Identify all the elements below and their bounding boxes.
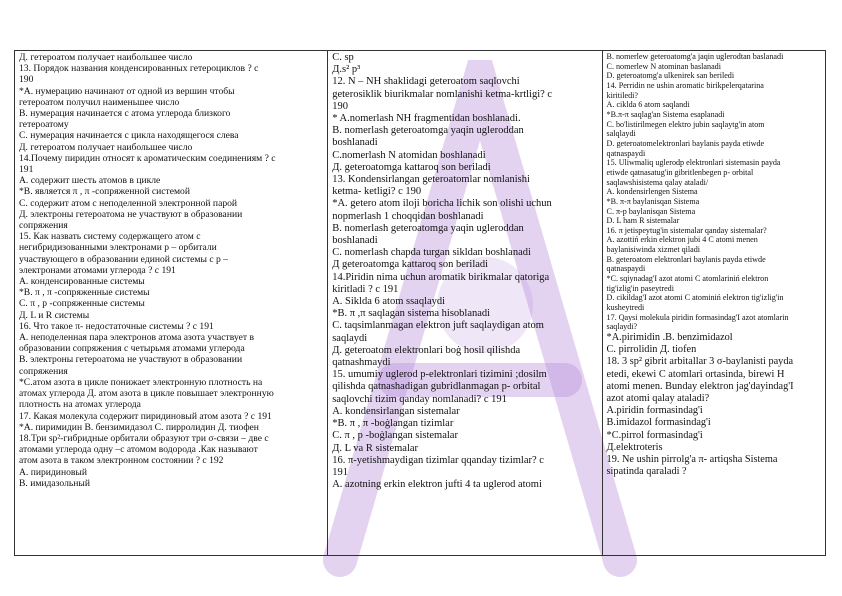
text-line: boshlanadi <box>332 137 378 149</box>
text-line: 17. Какая молекула содержит пиридиновый атом азота ? с 191 <box>19 410 272 422</box>
text-line: 18. 3 sp² gibrit arbitallar 3 σ-baylanisti payda <box>606 356 794 368</box>
text-line: образовании сопряжения с четырьмя атомами углерода <box>19 343 245 355</box>
text-line: А. содержит шесть атомов в цикле <box>19 175 161 187</box>
text-line: В. электроны гетероатома не участвуют в образовании <box>19 354 243 366</box>
text-line: B. nomerlash geteroatomga yaqin uglerоddan <box>332 222 524 234</box>
text-line: C. nomerlew N atominan baslanadi <box>606 61 721 71</box>
text-line: 18.Три sp²-гибридные орбитали образуют три σ-связи – две с <box>19 432 269 444</box>
text-line: С. нумерация начинается с цикла находящегося слева <box>19 130 239 142</box>
text-line: nopmerlash 1 choqqidan boshlanadi <box>332 210 484 222</box>
text-line: 15. Uliwmaliq uglerodp elektronlari sistemasin payda <box>606 158 781 168</box>
text-line: A. azotning erkin elektron jufti 4 ta uglerod atomi <box>332 479 542 491</box>
text-line: ketma- ketligi? c 190 <box>332 186 422 198</box>
text-line: электронами атомами углерода ? с 191 <box>19 264 176 276</box>
text-line: C.nomerlash N atomidan boshlanadi <box>332 149 486 161</box>
text-line: *B. π-π baylanisqan Sistema <box>606 196 700 206</box>
text-line: saqlawshisistema qalay ataladi/ <box>606 177 709 187</box>
text-line: *В. является π , π -сопряженной системой <box>19 186 190 198</box>
text-line: атом азота в таком электронном состоянии ? с 192 <box>19 455 224 467</box>
column-karakalpak <box>602 51 825 555</box>
text-line: saqlovchi tizim qanday nomlanadi? c 191 <box>332 393 507 405</box>
text-line: Д. L и R системы <box>19 309 90 321</box>
text-line: Д. электроны гетероатома не участвуют в образовании <box>19 208 243 220</box>
text-line: C. bo'listirilmegen elektro jubin saqlaytg'in atom <box>606 119 765 129</box>
text-line: негибридизованными электронами р – орбитали <box>19 242 217 254</box>
text-line: плотность на атомах углерода <box>19 399 141 411</box>
text-line: 14. Perridin ne ushin aromatic birikpelerqatarina <box>606 80 764 90</box>
text-line: А. пиридиновый <box>19 466 87 478</box>
text-line: С. содержит атом с неподеленной электронной парой <box>19 197 238 209</box>
text-line: C. nomerlash chapda turgan sikldan boshlanadi <box>332 247 531 259</box>
text-line: 13. Kondensirlangan geteroatomlar nomlanishi <box>332 174 530 186</box>
text-line: атомах углерода Д. атом азота в цикле повышает электронную <box>19 388 274 400</box>
text-line: C. π , p -boġlangan sistemalar <box>332 430 458 442</box>
text-line: участвующего в образовании единой системы с р – <box>19 253 228 265</box>
text-line: *C. sqiynadag'I azot atomi C atomlariniń elektron <box>606 274 769 284</box>
text-line: tig'izlig'in paseytredi <box>606 283 674 293</box>
text-line: A.piridin formasindag'i <box>606 405 703 417</box>
text-line: 13. Порядок названия конденсированных гетероциклов ? с <box>19 63 259 75</box>
text-line: azot atomi qalay ataladi? <box>606 393 710 405</box>
text-line: etiwde qatnasatug'in gibritlenbegen p- orbital <box>606 167 754 177</box>
text-line: qatnashmaydi <box>332 357 391 369</box>
text-line: sipatinda qaraladi ? <box>606 466 687 478</box>
text-line: boshlanadi <box>332 235 378 247</box>
text-line: B. nomerlash geteroatomga yaqin uglerоddan <box>332 125 524 137</box>
text-line: *B. π ,π saqlagan sistema hisoblanadi <box>332 308 491 320</box>
text-line: qilishda qatnashadigan gubridlanmagan p- orbital <box>332 381 541 393</box>
text-line: C. taqsimlanmagan elektron juft saqlaydigan atom <box>332 320 544 332</box>
text-line: С. π , р -сопряженные системы <box>19 298 145 310</box>
text-line: B.imidazol formasindag'i <box>606 417 711 429</box>
text-line: D. geteroatomelektronlari baylanis payda etiwde <box>606 138 765 148</box>
text-line: Д geteroatomga kattaroq son beriladi <box>332 259 489 271</box>
text-line: 15. Как назвать систему содержащего атом с <box>19 231 201 243</box>
text-line: Д. гетероатом получает наибольшее число <box>19 52 193 63</box>
text-line: 190 <box>19 74 34 86</box>
text-line: * A.nomerlash NH fragmentidan boshlanadi. <box>332 113 521 125</box>
text-line: *В. π , π -сопряженные системы <box>19 287 150 299</box>
text-line: A. kondensirlangan sistemalar <box>332 405 460 417</box>
text-line: kusheytredi <box>606 303 645 313</box>
text-line: B. geteroatom elektronlari baylanis payda etiwde <box>606 254 766 264</box>
text-line: salqlaydi <box>606 129 636 139</box>
text-line: kiritladi ? c 191 <box>332 283 399 295</box>
text-line: гетероатом получил наименьшее число <box>19 96 180 108</box>
text-line: D. geteroatomg'a ulkenirek san beriledi <box>606 71 735 81</box>
text-line: 14.Почему пиридин относят к ароматическим соединениям ? с <box>19 152 276 164</box>
text-line: C. π-p baylanisqan Sistema <box>606 206 696 216</box>
text-line: D. cikildag'I azot atomi C atominiń elektron tig'izlig'in <box>606 293 784 303</box>
text-line: В. нумерация начинается с атома углерода близкого <box>19 108 231 120</box>
text-line: 16. π jetispeytug'in sistemalar qanday sistemalar? <box>606 225 767 235</box>
text-line: А. конденсированные системы <box>19 276 145 288</box>
text-line: kiritiledi? <box>606 90 639 100</box>
text-line: Д. geteroatomga kattaroq son beriladi <box>332 161 491 173</box>
column-uzbek <box>327 51 601 555</box>
text-line: 191 <box>19 164 34 176</box>
text-line: Д. geteroatom elektronlari boġ hosil qilishda <box>332 344 521 356</box>
text-line: 16. Что такое π- недостаточные системы ? с 191 <box>19 320 214 332</box>
text-line: atomi menen. Bunday elektron jag'dayindag'I <box>606 380 794 392</box>
text-line: qatnaspaydi <box>606 148 646 158</box>
text-line: *С.атом азота в цикле понижает электронную плотность на <box>19 376 263 388</box>
text-line: Д. L va R sistemalar <box>332 442 419 454</box>
text-line: geterosiklik biurikmalar nomlanishi ketma-krtligi? c <box>332 88 553 100</box>
text-line: 16. π-yetishmaydigan tizimlar qqanday tizimlar? c <box>332 454 544 466</box>
column-russian <box>15 51 327 555</box>
text-line: *B. π , π -boġlangan tizimlar <box>332 418 454 430</box>
text-line: D. L ham R sistemalar <box>606 216 680 226</box>
text-line: baylanisiwinda xizmet qiladi <box>606 245 701 255</box>
text-line: В. имидазольный <box>19 477 90 489</box>
text-line: Д.elektroteris <box>606 441 663 453</box>
text-line: *А. нумерацию начинают от одной из вершин чтобы <box>19 85 235 97</box>
text-line: 19. Ne ushin pirrolg'a π- artiqsha Sistema <box>606 454 778 466</box>
text-line: B. nomerlew geteroatomg'a jaqin uglerodtan baslanadi <box>606 52 784 61</box>
large-text-block <box>607 332 821 478</box>
text-line: *B.π-π saqlag'an Sistema esaplanadi <box>606 109 725 119</box>
text-line: etedi, ekewi C atomlari ortasinda, birewi H <box>606 368 785 380</box>
text-line: 191 <box>332 466 348 478</box>
text-line: Д.s² p³ <box>332 64 361 76</box>
document-table <box>14 50 826 556</box>
text-line: Д. гетероатом получает наибольшее число <box>19 141 193 153</box>
text-line: 17. Qaysi molekula piridin formasindag'I azot atomlarin <box>606 312 789 322</box>
text-line: A. Siklda 6 atom ssaqlaydi <box>332 296 446 308</box>
text-line: A. kondensirlengen Sistema <box>606 187 698 197</box>
text-line: 12. N – NH shaklidagi geteroatom saqlovchi <box>332 76 520 88</box>
text-line: 15. umumiy uglerod p-elektronlari tizimini ;dosilm <box>332 369 547 381</box>
text-line: гетероатому <box>19 119 69 131</box>
text-line: 190 <box>332 100 348 112</box>
text-line: C. sp <box>332 52 354 63</box>
text-line: атомами углерода одну –с атомом водорода .Как называют <box>19 444 258 456</box>
text-line: сопряжения <box>19 220 68 232</box>
text-line: сопряжения <box>19 365 68 377</box>
text-line: *C.pirrol formasindag'i <box>606 429 703 441</box>
text-line: A. ciklda 6 atom saqlandi <box>606 100 690 110</box>
text-line: A. azottiń erkin elektron jubi 4 C atomi menen <box>606 235 758 245</box>
text-line: saqlaydi? <box>606 322 638 332</box>
text-line: C. pirrolidin Д. tiofen <box>606 344 697 356</box>
text-line: *А. пиримидин В. бензимидазол С. пирролидин Д. тиофен <box>19 421 259 433</box>
text-line: saqlaydi <box>332 332 368 344</box>
text-line: *A. getero atom iloji boricha lichik son olishi uchun <box>332 198 552 210</box>
text-line: А. неподеленная пара электронов атома азота участвует в <box>19 332 254 344</box>
text-line: *A.pirimidin .B. benzimidazol <box>606 332 733 344</box>
text-line: qatnaspaydi <box>606 264 646 274</box>
text-line: 14.Piridin nima uchun aromatik birikmalar qatoriga <box>332 271 550 283</box>
small-text-block <box>607 52 821 332</box>
